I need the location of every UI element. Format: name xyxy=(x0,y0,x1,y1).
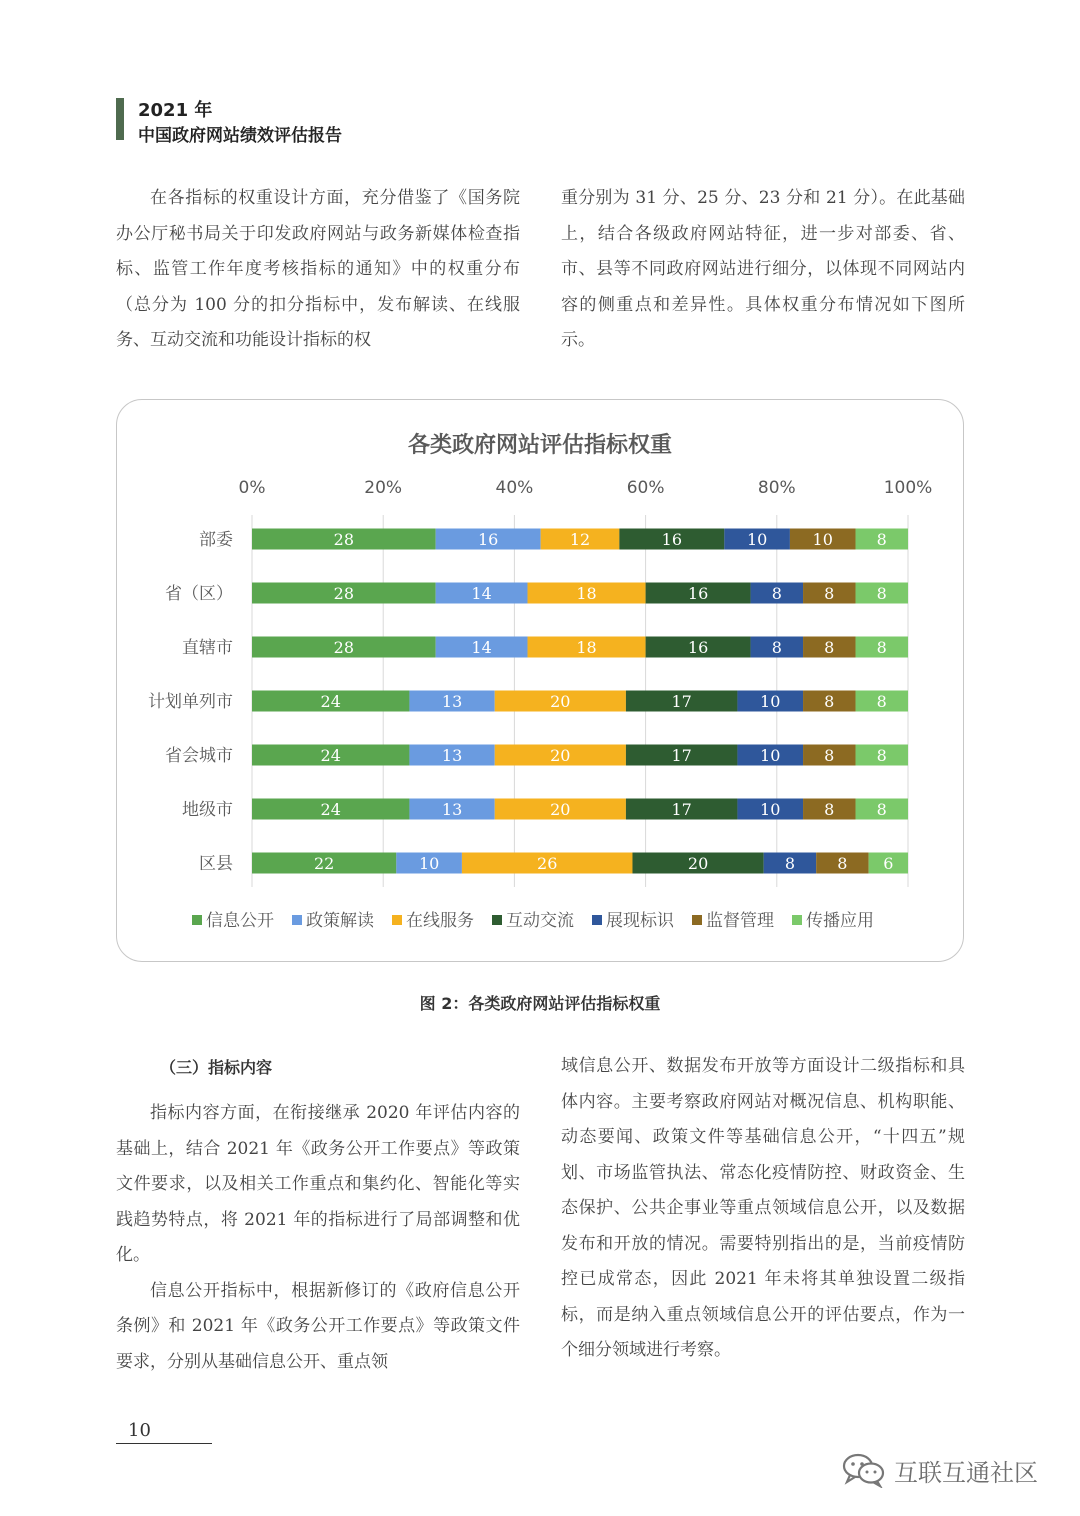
data-label: 16 xyxy=(477,530,499,549)
data-label: 8 xyxy=(824,800,835,819)
data-label: 8 xyxy=(824,746,835,765)
legend-swatch xyxy=(792,915,802,925)
data-label: 16 xyxy=(687,584,709,603)
legend-label: 政策解读 xyxy=(306,911,374,931)
bottom-right-column xyxy=(561,1049,965,1369)
category-label: 地级市 xyxy=(182,800,233,820)
data-label: 28 xyxy=(333,584,355,603)
data-label: 16 xyxy=(687,638,709,657)
data-label: 10 xyxy=(760,800,781,819)
data-label: 8 xyxy=(784,854,796,873)
data-label: 8 xyxy=(837,854,848,873)
data-label: 20 xyxy=(687,854,709,873)
data-label: 13 xyxy=(441,746,463,765)
data-label: 13 xyxy=(441,800,463,819)
category-label: 部委 xyxy=(199,530,233,550)
x-tick-label: 100% xyxy=(883,478,933,498)
legend-label: 互动交流 xyxy=(506,911,574,931)
data-label: 13 xyxy=(441,692,463,711)
data-label: 24 xyxy=(320,692,341,711)
wechat-icon xyxy=(842,1452,886,1488)
data-label: 22 xyxy=(313,854,335,873)
page-number-rule xyxy=(116,1443,212,1444)
paragraph: 域信息公开、数据发布开放等方面设计二级指标和具体内容。主要考察政府网站对概况信息、机构职能、动态要闻、政策文件等基础信息公开，“十四五”规划、市场监管执法、常态化疫情防控、财政资金、生态保护、公共企事业等重点领域信息公开，以及数据发布和开放的情况。需要特别指出的是，当前疫情防控已成常态，因此 2021 年未将其单独设置二级指标，而是纳入重点领域信息公开的评估要点，作为一个细分领域进行考察。 xyxy=(561,1056,965,1360)
data-label: 10 xyxy=(746,530,768,549)
legend-swatch xyxy=(292,915,302,925)
data-label: 8 xyxy=(824,692,835,711)
paragraph: 指标内容方面，在衔接继承 2020 年评估内容的基础上，结合 2021 年《政务公开工作要点》等政策文件要求，以及相关工作重点和集约化、智能化等实践趋势特点，将 2021 年的指标进行了局部调整和优化。 xyxy=(116,1103,520,1265)
data-label: 8 xyxy=(824,584,835,603)
header-title: 中国政府网站绩效评估报告 xyxy=(138,126,342,146)
paragraph: 在各指标的权重设计方面，充分借鉴了《国务院办公厅秘书局关于印发政府网站与政务新媒体检查指标、监管工作年度考核指标的通知》中的权重分布（总分为 100 分的扣分指标中，发布解读、在线服务、互动交流和功能设计指标的权 xyxy=(116,188,520,350)
data-label: 8 xyxy=(771,584,782,603)
data-label: 10 xyxy=(760,746,781,765)
legend-label: 信息公开 xyxy=(206,911,274,931)
legend-label: 在线服务 xyxy=(406,911,474,931)
paragraph: 信息公开指标中，根据新修订的《政府信息公开条例》和 2021 年《政务公开工作要点》等政策文件要求，分别从基础信息公开、重点领 xyxy=(116,1280,520,1372)
data-label: 8 xyxy=(876,584,887,603)
category-label: 省（区） xyxy=(165,584,233,604)
section-heading: （三）指标内容 xyxy=(160,1058,273,1077)
data-label: 26 xyxy=(537,854,558,873)
data-label: 8 xyxy=(824,638,835,657)
watermark-text: 互联互通社区 xyxy=(894,1458,1038,1487)
legend-swatch xyxy=(492,915,502,925)
chart-title: 各类政府网站评估指标权重 xyxy=(407,433,672,458)
legend-swatch xyxy=(392,915,402,925)
data-label: 24 xyxy=(320,746,341,765)
data-label: 17 xyxy=(671,800,692,819)
data-label: 8 xyxy=(876,530,887,549)
x-tick-label: 40% xyxy=(495,478,534,498)
category-label: 直辖市 xyxy=(182,638,233,658)
data-label: 8 xyxy=(771,638,782,657)
category-label: 区县 xyxy=(199,854,233,874)
data-label: 28 xyxy=(333,638,355,657)
legend-swatch xyxy=(692,915,702,925)
data-label: 16 xyxy=(661,530,683,549)
category-label: 省会城市 xyxy=(165,746,233,766)
data-label: 17 xyxy=(671,746,692,765)
data-label: 17 xyxy=(671,692,692,711)
data-label: 12 xyxy=(569,530,591,549)
page-number: 10 xyxy=(128,1420,151,1441)
data-label: 28 xyxy=(333,530,355,549)
data-label: 8 xyxy=(876,692,887,711)
header-year: 2021 年 xyxy=(138,100,213,121)
paragraph: 重分别为 31 分、25 分、23 分和 21 分）。在此基础上，结合各级政府网站特征，进一步对部委、省、市、县等不同政府网站进行细分，以体现不同网站内容的侧重点和差异性。具体权重分布情况如下图所示。 xyxy=(561,188,965,350)
data-label: 20 xyxy=(550,692,571,711)
category-label: 计划单列市 xyxy=(148,692,233,712)
data-label: 14 xyxy=(471,584,492,603)
data-label: 10 xyxy=(812,530,833,549)
legend-label: 展现标识 xyxy=(606,911,674,931)
x-tick-label: 20% xyxy=(364,478,403,498)
data-label: 8 xyxy=(876,746,887,765)
data-label: 8 xyxy=(876,638,887,657)
data-label: 18 xyxy=(576,638,597,657)
legend-swatch xyxy=(592,915,602,925)
data-label: 18 xyxy=(576,584,597,603)
legend-swatch xyxy=(192,915,202,925)
watermark xyxy=(842,1452,1038,1488)
data-label: 10 xyxy=(418,854,440,873)
legend-label: 传播应用 xyxy=(806,911,874,931)
data-label: 24 xyxy=(320,800,341,819)
bottom-left-column xyxy=(116,1096,520,1380)
data-label: 6 xyxy=(883,854,894,873)
data-label: 14 xyxy=(471,638,492,657)
data-label: 10 xyxy=(760,692,781,711)
data-label: 8 xyxy=(876,800,887,819)
x-tick-label: 0% xyxy=(238,478,266,498)
data-label: 20 xyxy=(550,746,571,765)
x-tick-label: 60% xyxy=(626,478,665,498)
figure-caption: 图 2：各类政府网站评估指标权重 xyxy=(419,994,661,1013)
legend-label: 监督管理 xyxy=(706,911,774,931)
x-tick-label: 80% xyxy=(757,478,796,498)
data-label: 20 xyxy=(550,800,571,819)
